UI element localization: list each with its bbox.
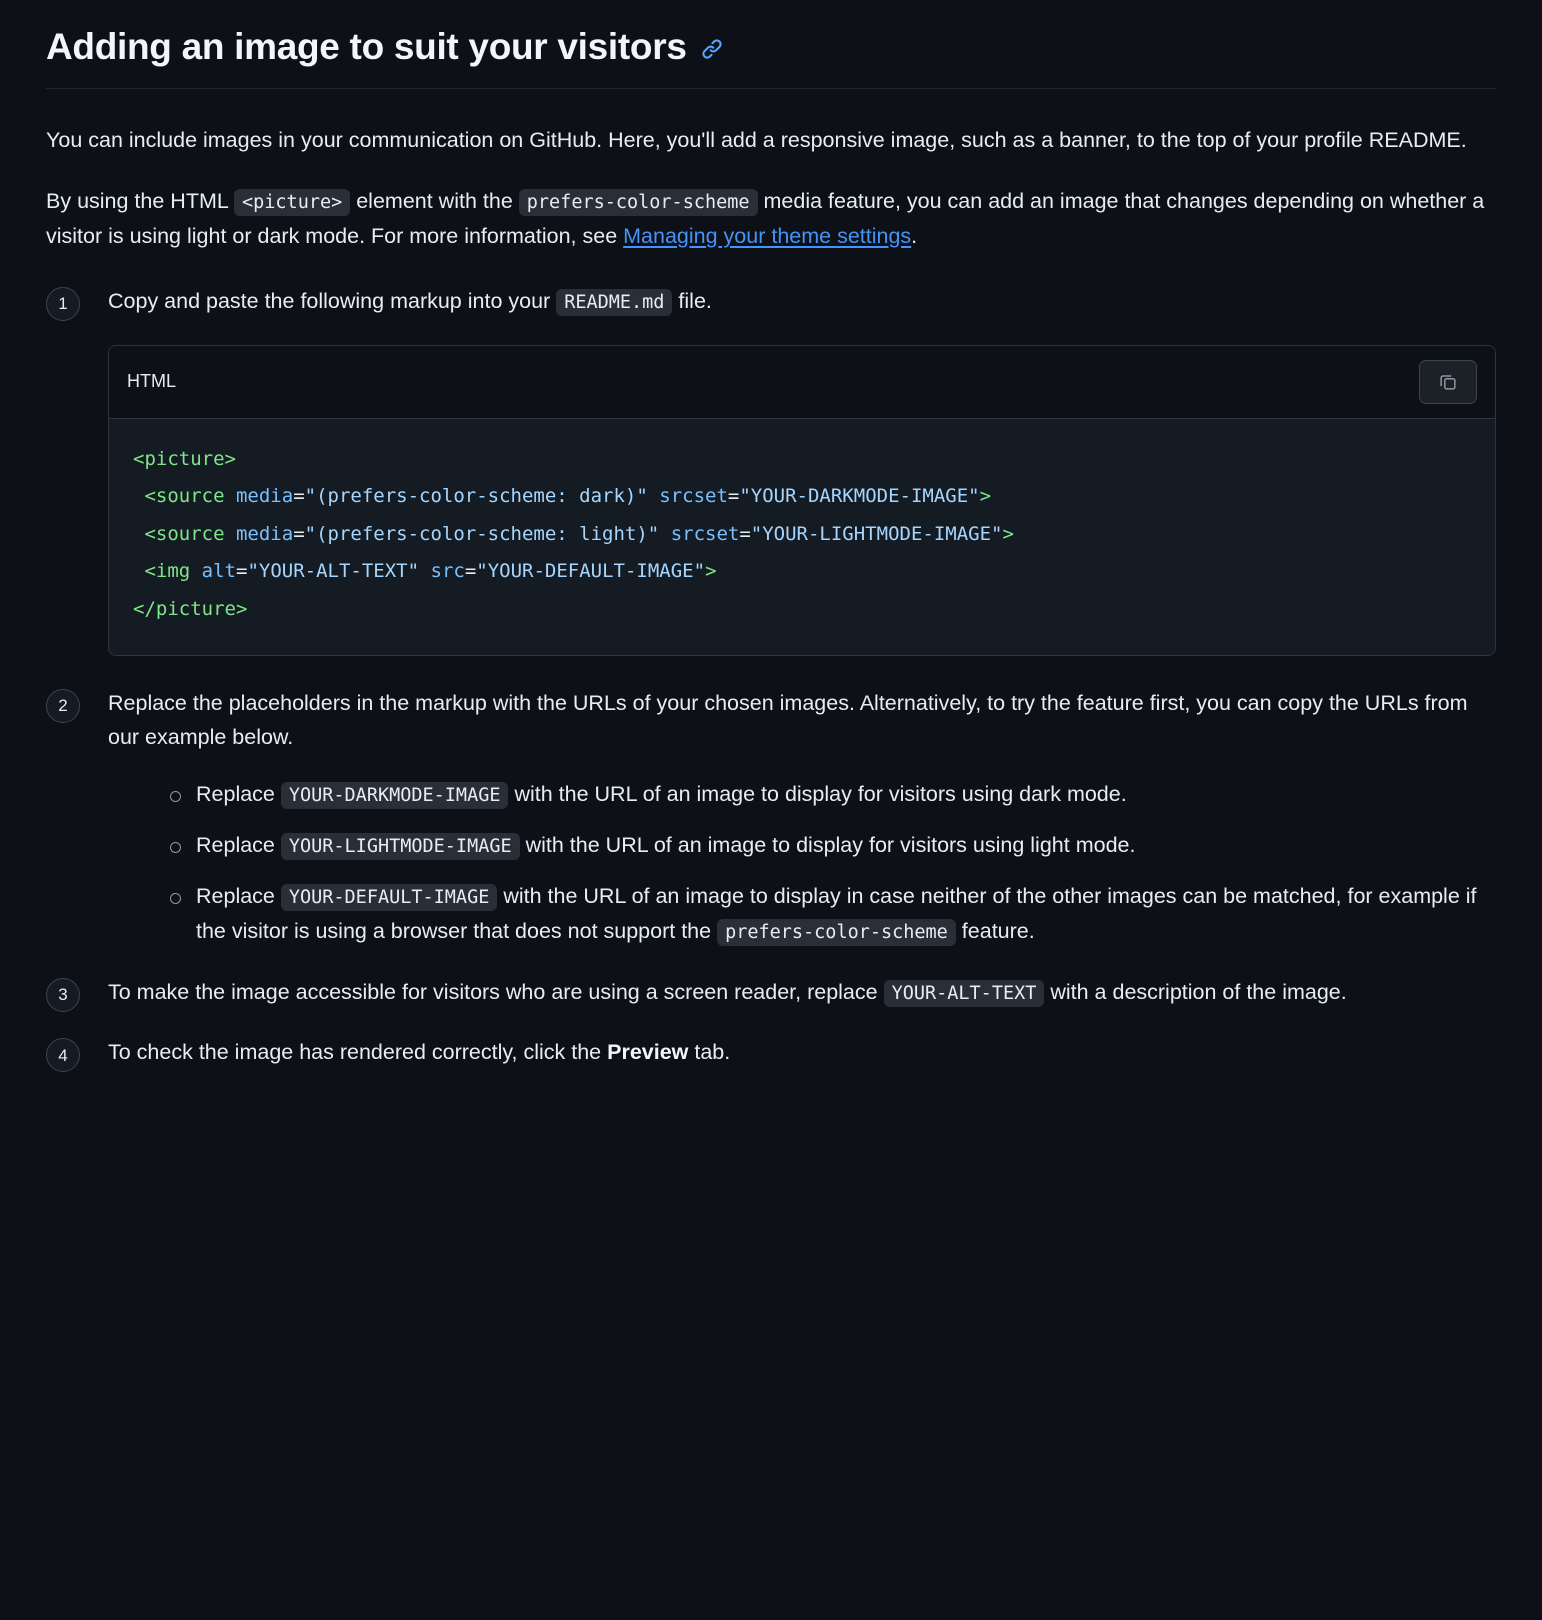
intro-p2-text-2: element with the [350, 189, 519, 214]
lightmode-image-code: YOUR-LIGHTMODE-IMAGE [281, 833, 520, 860]
step-4 [46, 1035, 1496, 1070]
step-1-text-1: Copy and paste the following markup into your [108, 288, 557, 313]
picture-element-code: <picture> [234, 189, 350, 216]
code-block [108, 345, 1496, 656]
darkmode-prefix: Replace [196, 782, 281, 807]
code-block-header [109, 346, 1495, 418]
step-4-text-2: tab. [688, 1040, 731, 1065]
theme-settings-link[interactable]: Managing your theme settings [623, 223, 912, 248]
default-image-code: YOUR-DEFAULT-IMAGE [281, 884, 497, 911]
default-suffix-1: with the URL of an image to display in case neither of the other images can be matched, for example if the visitor is using a browser that does not support the [196, 883, 1477, 943]
lightmode-prefix: Replace [196, 833, 281, 858]
preview-tab-label: Preview [607, 1040, 689, 1065]
lightmode-suffix: with the URL of an image to display for visitors using light mode. [519, 833, 1136, 858]
default-suffix-2: feature. [955, 918, 1035, 943]
intro-paragraph-1: You can include images in your communication on GitHub. Here, you'll add a responsive image, such as a banner, to the top of your profile README. [46, 128, 1467, 153]
intro-p2-text-3: media feature, you can add an image that changes depending on whether a visitor is using light or dark mode. For more information, see [46, 189, 1485, 248]
code-block-content[interactable]: <picture> <source media="(prefers-color-scheme: dark)" srcset="YOUR-DARKMODE-IMAGE"> <source media="(prefers-color-scheme: light)" srcset="YOUR-LIGHTMODE-IMAGE"> <img alt="YOUR-ALT-TEXT" src="YOUR-DEFAULT-IMAGE"> </picture> [109, 418, 1495, 655]
step-number-3: 3 [46, 978, 80, 1012]
alt-text-code: YOUR-ALT-TEXT [884, 980, 1045, 1007]
step-3-text-1: To make the image accessible for visitors who are using a screen reader, replace [108, 979, 884, 1004]
intro-p2-text-1: By using the HTML [46, 189, 234, 214]
darkmode-image-code: YOUR-DARKMODE-IMAGE [281, 782, 509, 809]
copy-icon[interactable] [1419, 360, 1477, 404]
step-number-4: 4 [46, 1038, 80, 1072]
placeholder-list [108, 777, 1496, 948]
page-title-text: Adding an image to suit your visitors [46, 26, 687, 67]
step-2-text: Replace the placeholders in the markup with the URLs of your chosen images. Alternatively, to try the feature first, you can copy the URLs from our example below. [108, 690, 1468, 750]
step-3 [46, 975, 1496, 1010]
page-title [46, 24, 1496, 89]
readme-file-code: README.md [556, 289, 672, 316]
step-3-text-2: with a description of the image. [1044, 979, 1347, 1004]
step-1 [46, 284, 1496, 656]
intro-paragraph-2 [46, 184, 1496, 254]
step-4-text-1: To check the image has rendered correctly, click the [108, 1040, 608, 1065]
prefers-color-scheme-code: prefers-color-scheme [519, 189, 758, 216]
darkmode-suffix: with the URL of an image to display for visitors using dark mode. [508, 782, 1127, 807]
list-item-darkmode [170, 777, 1496, 812]
step-2 [46, 686, 1496, 949]
intro-p2-text-4: . [911, 223, 918, 248]
link-icon[interactable] [701, 38, 723, 60]
step-number-2: 2 [46, 689, 80, 723]
code-language-label: HTML [127, 370, 176, 391]
default-prefix: Replace [196, 883, 281, 908]
prefers-color-scheme-code-2: prefers-color-scheme [717, 919, 956, 946]
step-number-1: 1 [46, 287, 80, 321]
list-item-default [170, 879, 1496, 949]
step-1-text-2: file. [672, 288, 712, 313]
steps-list [46, 284, 1496, 1071]
list-item-lightmode [170, 828, 1496, 863]
